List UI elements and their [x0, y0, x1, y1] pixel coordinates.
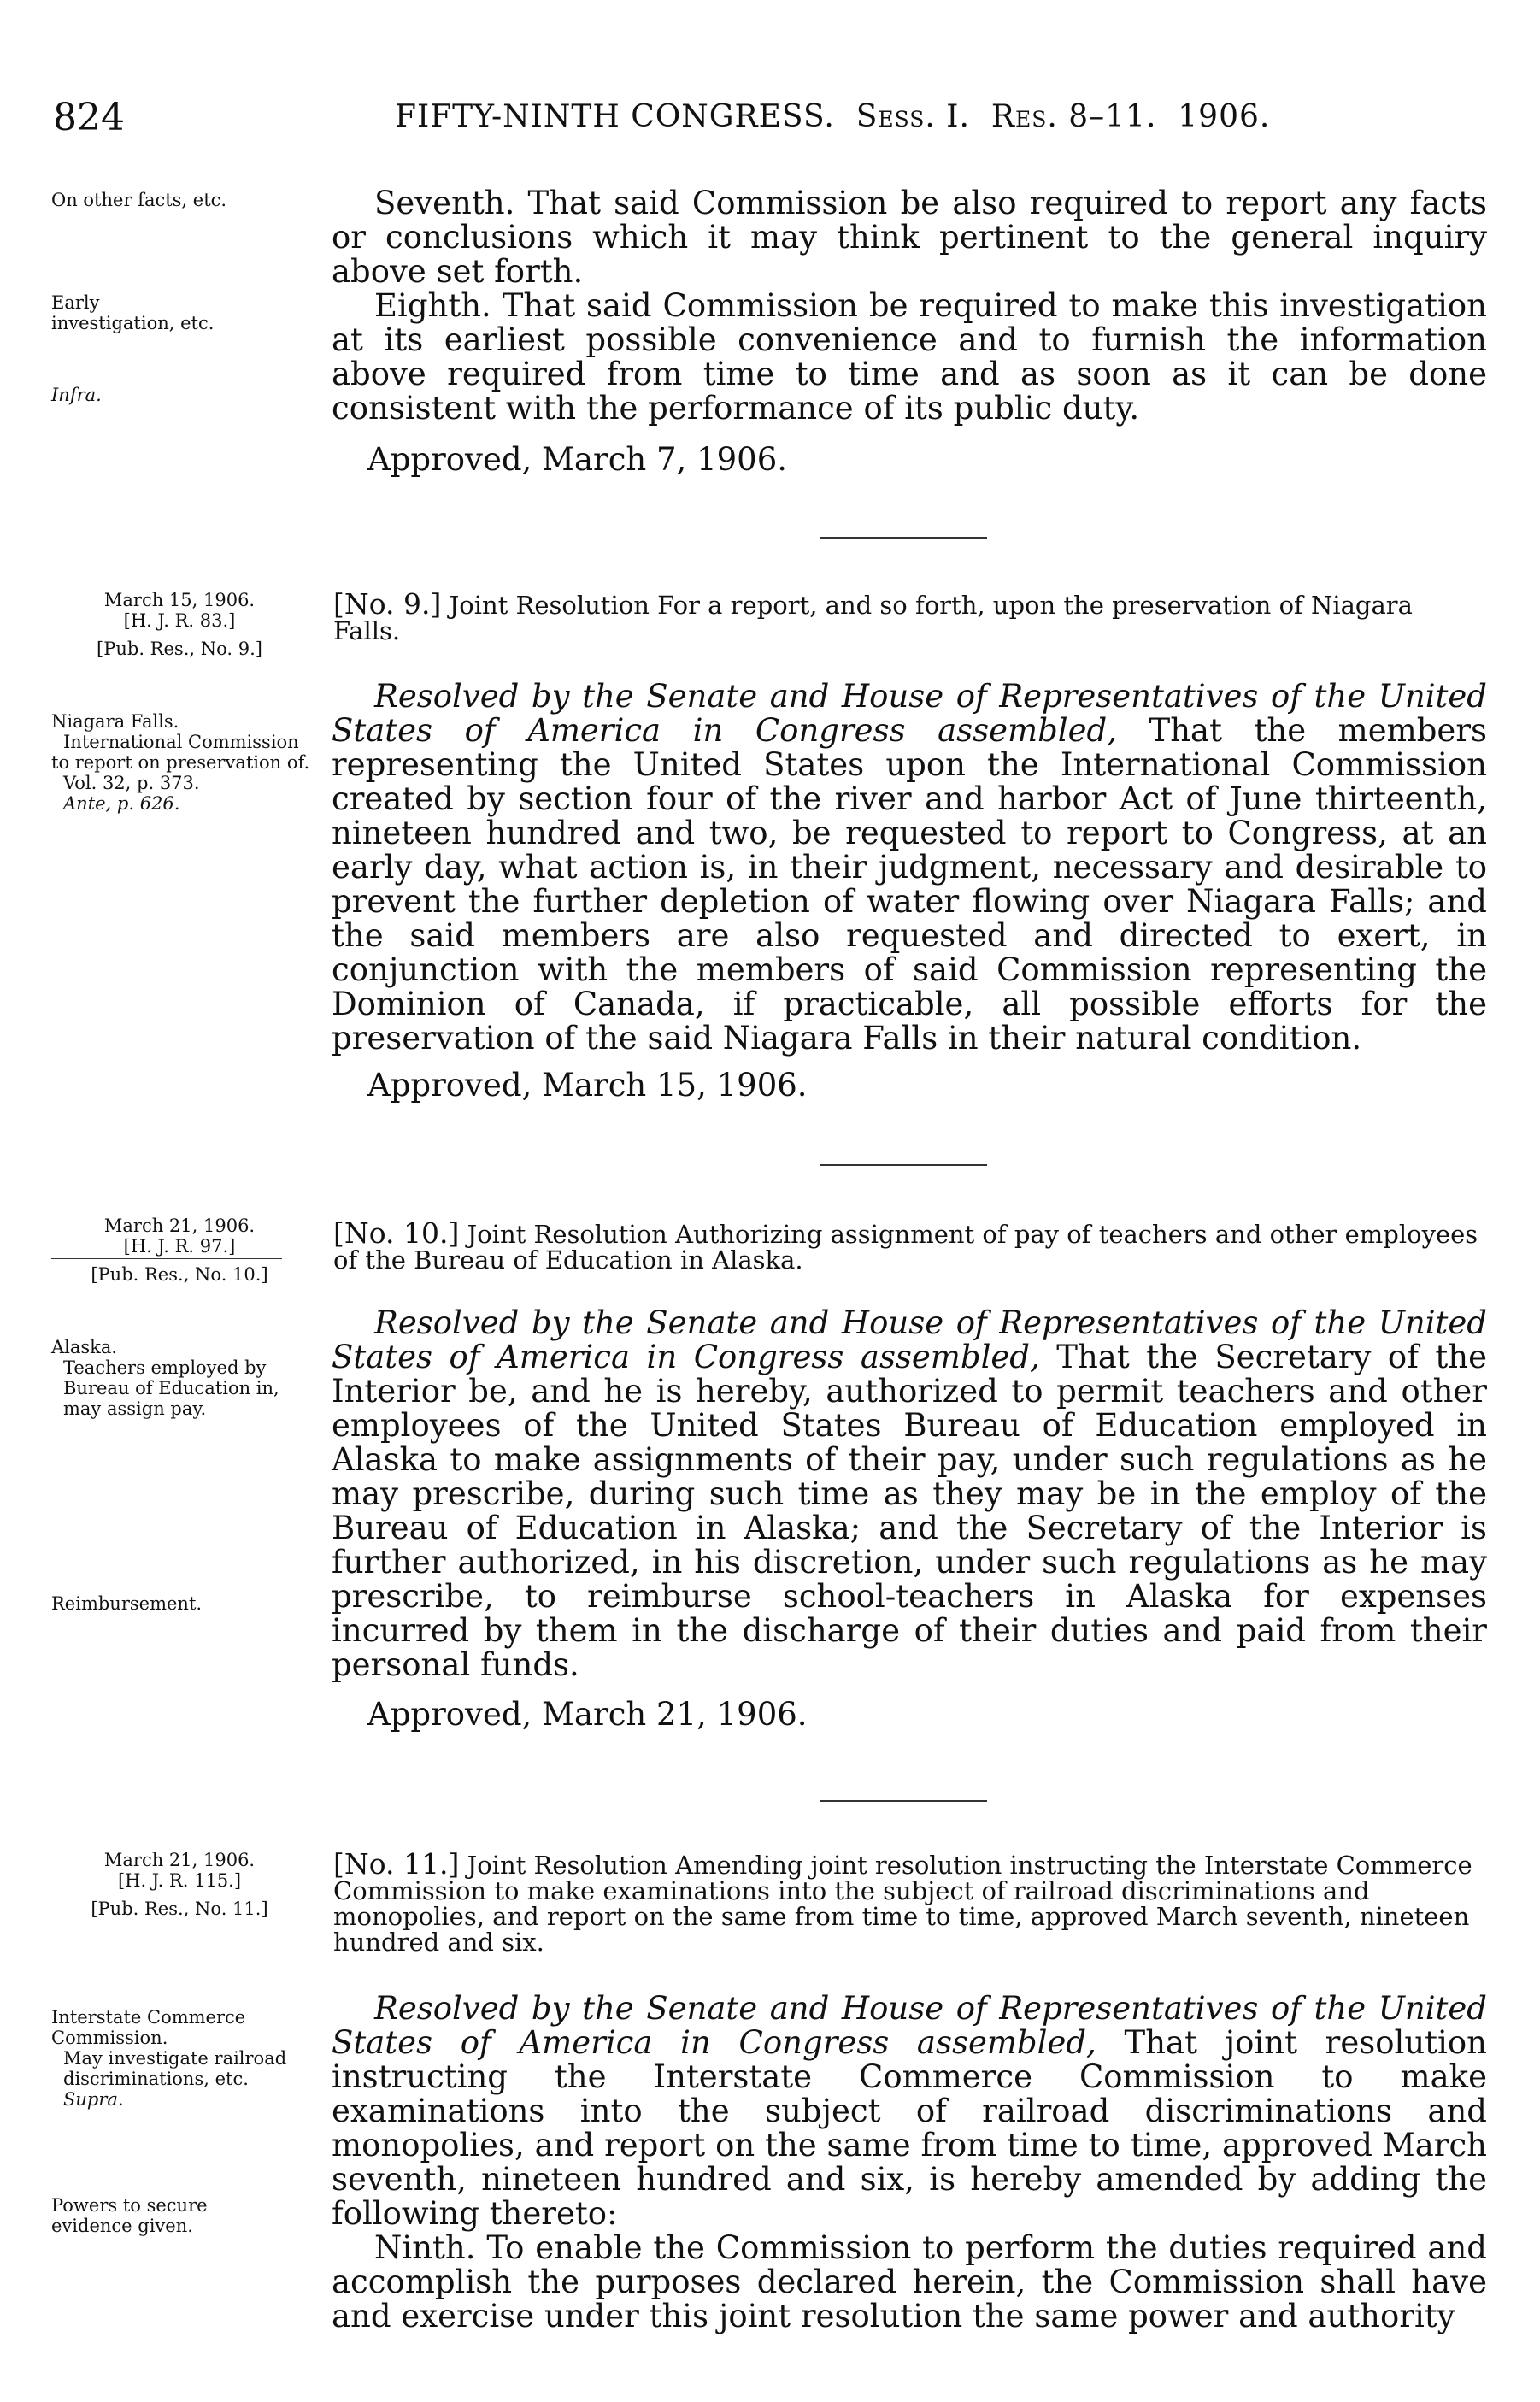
res10-number: [No. 10.]	[333, 1216, 460, 1250]
paragraph-seventh: Seventh. That said Commission be also required to report any facts or conclusions which it may think pertinent to the general inquiry above set forth.	[332, 185, 1487, 290]
res9-margin-notes	[51, 711, 320, 814]
res9-bill: [H. J. R. 83.]	[123, 610, 236, 631]
margin-note-alaska: Alaska.	[51, 1337, 118, 1357]
res9-enacting-clause: Resolved by the Senate and House of Representatives of the United States of America in Congress assembled,	[332, 678, 1487, 749]
header-session: Sess. I.	[855, 99, 970, 134]
margin-note-commission: International Commission to report on preservation of.	[51, 732, 310, 773]
res10-header-note	[51, 1216, 308, 1285]
header-resolutions: Res. 8–11.	[990, 99, 1157, 134]
res11-title-text: Joint Resolution Amending joint resolution instructing the Interstate Commerce Commission to make examinations into the subject of railroad discriminations and monopolies, and report on the same from time to time, approved March seventh, nineteen hundred and six.	[333, 1851, 1472, 1957]
res11-margin-notes	[51, 2007, 308, 2110]
header-congress: FIFTY-NINTH CONGRESS.	[395, 99, 835, 134]
approved-march-21: Approved, March 21, 1906.	[367, 1696, 808, 1733]
res11-number: [No. 11.]	[333, 1847, 460, 1881]
res10-margin-notes	[51, 1337, 320, 1419]
approved-march-15: Approved, March 15, 1906.	[367, 1067, 808, 1104]
margin-note-niagara: Niagara Falls.	[51, 711, 179, 732]
res10-body	[332, 1306, 1487, 1682]
approved-march-7: Approved, March 7, 1906.	[367, 441, 787, 478]
res9-date: March 15, 1906.	[103, 590, 256, 610]
section-divider	[820, 537, 987, 539]
res10-enacting-clause: Resolved by the Senate and House of Representatives of the United States of America in Congress assembled,	[332, 1304, 1487, 1375]
res11-body	[332, 1992, 1487, 2334]
margin-note-supra: Supra.	[63, 2089, 124, 2110]
res11-enacting-clause: Resolved by the Senate and House of Representatives of the United States of America in Congress assembled,	[332, 1990, 1487, 2061]
page-number: 824	[53, 96, 125, 139]
margin-note-icc: Interstate Commerce Commission.	[51, 2007, 246, 2048]
res10-date: March 21, 1906.	[103, 1216, 256, 1236]
res11-bill: [H. J. R. 115.]	[117, 1870, 242, 1891]
header-year: 1906.	[1178, 99, 1271, 134]
margin-note-teachers: Teachers employed by Bureau of Education in, may assign pay.	[63, 1357, 279, 1419]
section-divider	[820, 1800, 987, 1802]
res11-body-text: That joint resolution instructing the Interstate Commerce Commission to make examinations into the subject of railroad discriminations and monopolies, and report on the same from time to time, approved March seventh, nineteen hundred and six, is hereby amended by adding the following thereto:	[332, 2024, 1487, 2232]
res10-body-text: That the Secretary of the Interior be, and he is hereby, authorized to permit teachers and other employees of the United States Bureau of Education employed in Alaska to make assignments of their pay, under such regulations as he may prescribe, during such time as they may be in the employ of the Bureau of Education in Alaska; and the Secretary of the Interior is further authorized, in his discretion, under such regulations as he may prescribe, to reimburse school-teachers in Alaska for expenses incurred by them in the discharge of their duties and paid from their personal funds.	[332, 1339, 1487, 1683]
margin-note-reimbursement: Reimbursement.	[51, 1593, 203, 1614]
margin-note-investigate: May investigate railroad discriminations, etc.	[63, 2048, 287, 2089]
header-title	[395, 99, 1270, 134]
res11-header-note	[51, 1850, 308, 1919]
res10-title-text: Joint Resolution Authorizing assignment of pay of teachers and other employees of the Bureau of Education in Alaska.	[333, 1220, 1478, 1275]
margin-note-ante: Ante, p. 626.	[63, 793, 180, 814]
res9-body-text: That the members representing the United States upon the International Commission created by section four of the river and harbor Act of June thirteenth, nineteen hundred and two, be requested to report to Congress, at an early day, what action is, in their judgment, necessary and desirable to prevent the further depletion of water flowing over Niagara Falls; and the said members are also requested and directed to exert, in conjunction with the members of said Commission representing the Dominion of Canada, if practicable, all possible efforts for the preservation of the said Niagara Falls in their natural condition.	[332, 712, 1487, 1057]
res9-pub: [Pub. Res., No. 9.]	[97, 639, 262, 659]
res10-bill: [H. J. R. 97.]	[123, 1236, 236, 1257]
res11-pub: [Pub. Res., No. 11.]	[91, 1899, 268, 1919]
res11-date: March 21, 1906.	[103, 1850, 256, 1870]
res11-title	[333, 1847, 1487, 1957]
res9-title-text: Joint Resolution For a report, and so forth, upon the preservation of Niagara Falls.	[333, 591, 1413, 645]
res9-title	[333, 587, 1487, 645]
res10-pub: [Pub. Res., No. 10.]	[91, 1264, 268, 1285]
res10-margin-rule	[51, 1258, 282, 1259]
section-seventh-eighth	[332, 186, 1487, 426]
res9-number: [No. 9.]	[333, 587, 442, 621]
margin-note-powers: Powers to secure evidence given.	[51, 2195, 208, 2236]
paragraph-eighth: Eighth. That said Commission be required to make this investigation at its earliest possible convenience and to furnish the information above required from time to time and as soon as it can be done consistent with the performance of its public duty.	[332, 287, 1487, 427]
margin-note-early-investigation: Early investigation, etc.	[51, 292, 215, 333]
res10-title	[333, 1216, 1487, 1275]
res9-header-note	[51, 590, 308, 659]
margin-note-infra: Infra.	[51, 385, 102, 405]
res9-body	[332, 680, 1487, 1056]
paragraph-ninth: Ninth. To enable the Commission to perform the duties required and accomplish the purposes declared herein, the Commission shall have and exercise under this joint resolution the same power and authority	[332, 2229, 1487, 2334]
section-divider	[820, 1164, 987, 1166]
margin-note-vol: Vol. 32, p. 373.	[63, 773, 200, 793]
margin-note-other-facts: On other facts, etc.	[51, 190, 227, 210]
running-header	[53, 96, 1489, 147]
